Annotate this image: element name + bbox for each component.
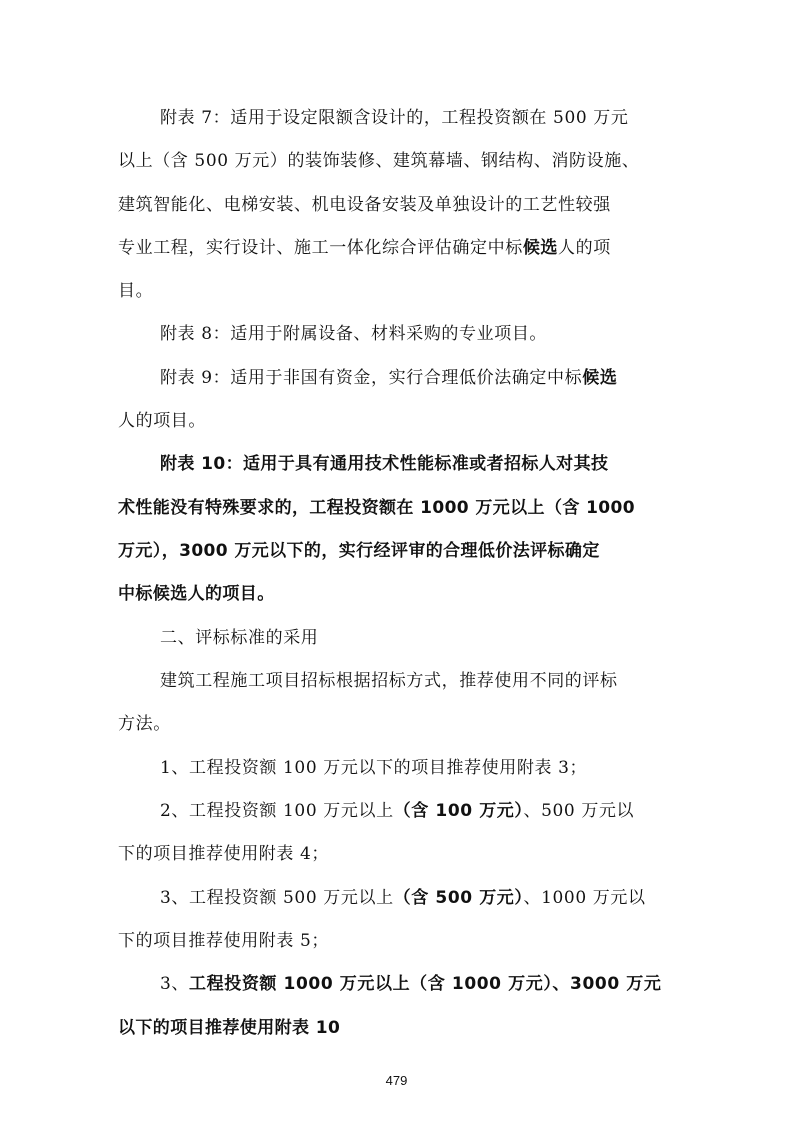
item-3-bold-range: （含 500 万元） xyxy=(393,888,524,908)
item-2-text-end: 、500 万元以 xyxy=(523,801,635,821)
item-3-text-start: 3、工程投资额 500 万元以上 xyxy=(160,888,394,908)
appendix-7-line-1: 附表 7：适用于设定限额含设计的，工程投资额在 500 万元 xyxy=(160,108,629,128)
section-2-intro-line-1: 建筑工程施工项目招标根据招标方式，推荐使用不同的评标 xyxy=(160,671,618,691)
appendix-7-line-4-end: 人的项 xyxy=(558,238,611,258)
item-4-bold-text: 工程投资额 1000 万元以上（含 1000 万元）、3000 万元 xyxy=(189,974,662,994)
item-3-line-1 xyxy=(0,886,793,910)
item-3-line-2: 下的项目推荐使用附表 5； xyxy=(118,931,330,951)
appendix-7-line-4 xyxy=(0,236,793,260)
appendix-10-line-1: 附表 10：适用于具有通用技术性能标准或者招标人对其技 xyxy=(160,454,609,474)
appendix-9-line-1 xyxy=(0,366,793,390)
appendix-9-bold-candidate: 候选 xyxy=(582,368,618,388)
section-2-intro-line-2: 方法。 xyxy=(118,714,171,734)
appendix-7-line-4-text: 专业工程，实行设计、施工一体化综合评估确定中标 xyxy=(118,238,523,258)
item-2-line-2: 下的项目推荐使用附表 4； xyxy=(118,844,330,864)
item-2-line-1 xyxy=(0,799,793,823)
appendix-9-line-2: 人的项目。 xyxy=(118,411,206,431)
appendix-7-line-3: 建筑智能化、电梯安装、机电设备安装及单独设计的工艺性较强 xyxy=(118,195,611,215)
appendix-7-line-2: 以上（含 500 万元）的装饰装修、建筑幕墙、钢结构、消防设施、 xyxy=(118,151,640,171)
appendix-7-bold-candidate: 候选 xyxy=(522,238,559,258)
item-3-text-end: 、1000 万元以 xyxy=(523,888,646,908)
section-2-heading: 二、评标标准的采用 xyxy=(160,628,319,648)
appendix-7-line-5: 目。 xyxy=(118,281,154,301)
item-2-text-start: 2、工程投资额 100 万元以上 xyxy=(160,801,394,821)
item-4-line-1 xyxy=(0,972,793,996)
item-4-number: 3、 xyxy=(160,974,190,994)
appendix-8-line-1: 附表 8：适用于附属设备、材料采购的专业项目。 xyxy=(160,324,548,344)
appendix-9-line-1-text: 附表 9：适用于非国有资金，实行合理低价法确定中标 xyxy=(160,368,583,388)
item-4-line-2: 以下的项目推荐使用附表 10 xyxy=(118,1018,341,1038)
appendix-10-line-4: 中标候选人的项目。 xyxy=(118,584,275,604)
appendix-10-line-3: 万元），3000 万元以下的，实行经评审的合理低价法评标确定 xyxy=(118,541,600,561)
item-2-bold-range: （含 100 万元） xyxy=(393,801,524,821)
page-number: 479 xyxy=(385,1073,408,1088)
appendix-10-line-2: 术性能没有特殊要求的，工程投资额在 1000 万元以上（含 1000 xyxy=(118,498,635,518)
item-1-line-1: 1、工程投资额 100 万元以下的项目推荐使用附表 3； xyxy=(160,758,588,778)
